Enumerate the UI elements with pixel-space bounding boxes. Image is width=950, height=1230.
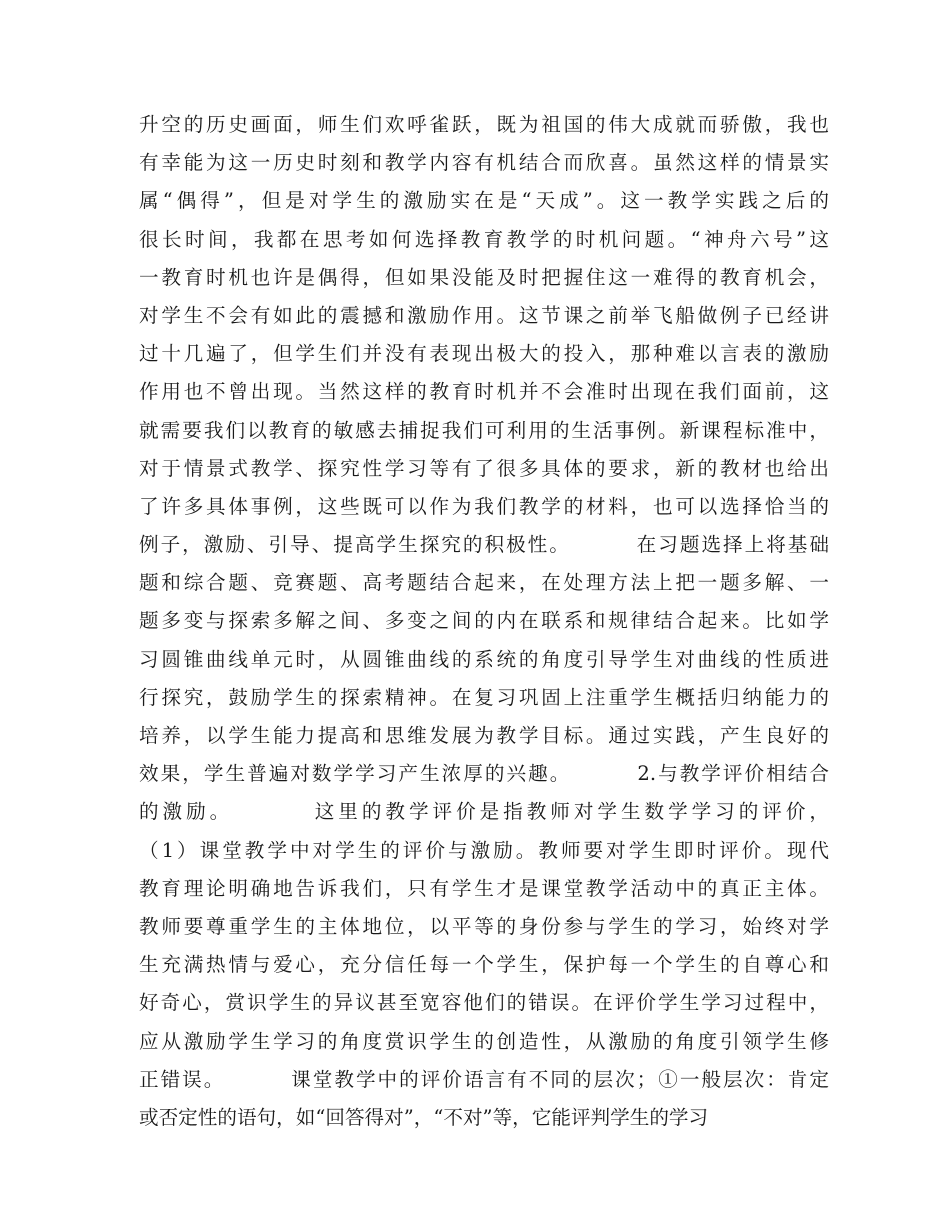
text-line: 有幸能为这一历史时刻和教学内容有机结合而欣喜。虽然这样的情景实 [139,151,829,175]
text-line: 很长时间，我都在思考如何选择教育教学的时机问题。“神舟六号”这 [139,227,829,251]
text-line: 过十几遍了，但学生们并没有表现出极大的投入，那种难以言表的激励 [139,342,829,366]
text-line: 生充满热情与爱心，充分信任每一个学生，保护每一个学生的自尊心和 [139,953,829,977]
text-line: （1）课堂教学中对学生的评价与激励。教师要对学生即时评价。现代 [139,838,829,862]
text-line: 或否定性的语句，如“回答得对”，“不对”等，它能评判学生的学习 [139,1105,709,1129]
text-line: 属“偶得”，但是对学生的激励实在是“天成”。这一教学实践之后的 [139,189,829,213]
text-line: 的激励。 这里的教学评价是指教师对学生数学学习的评价， [139,800,829,824]
text-line: 应从激励学生学习的角度赏识学生的创造性，从激励的角度引领学生修 [139,1029,829,1053]
text-line: 例子，激励、引导、提高学生探究的积极性。 在习题选择上将基础 [139,533,829,557]
text-line: 对于情景式教学、探究性学习等有了很多具体的要求，新的教材也给出 [139,456,829,480]
text-line: 升空的历史画面，师生们欢呼雀跃，既为祖国的伟大成就而骄傲，我也 [139,113,829,136]
text-line: 好奇心，赏识学生的异议甚至宽容他们的错误。在评价学生学习过程中， [139,991,829,1015]
text-line: 就需要我们以教育的敏感去捕捉我们可利用的生活事例。新课程标准中， [139,418,829,442]
text-line: 效果，学生普遍对数学学习产生浓厚的兴趣。 2.与教学评价相结合 [139,762,829,786]
text-line: 培养，以学生能力提高和思维发展为教学目标。通过实践，产生良好的 [139,724,829,747]
text-line: 正错误。 课堂教学中的评价语言有不同的层次；①一般层次：肯定 [139,1067,829,1091]
text-line: 对学生不会有如此的震撼和激励作用。这节课之前举飞船做例子已经讲 [139,303,829,327]
text-line: 教育理论明确地告诉我们，只有学生才是课堂教学活动中的真正主体。 [139,876,829,900]
text-line: 题多变与探索多解之间、多变之间的内在联系和规律结合起来。比如学 [139,609,829,633]
text-line: 教师要尊重学生的主体地位，以平等的身份参与学生的学习，始终对学 [139,914,829,938]
body-text [139,106,829,1137]
text-line: 了许多具体事例，这些既可以作为我们教学的材料，也可以选择恰当的 [139,494,829,518]
text-line: 一教育时机也许是偶得，但如果没能及时把握住这一难得的教育机会， [139,265,829,289]
text-line: 行探究，鼓励学生的探索精神。在复习巩固上注重学生概括归纳能力的 [139,685,829,709]
text-line: 习圆锥曲线单元时，从圆锥曲线的系统的角度引导学生对曲线的性质进 [139,647,829,671]
text-line: 题和综合题、竞赛题、高考题结合起来，在处理方法上把一题多解、一 [139,571,829,595]
text-line: 作用也不曾出现。当然这样的教育时机并不会准时出现在我们面前，这 [139,380,829,404]
